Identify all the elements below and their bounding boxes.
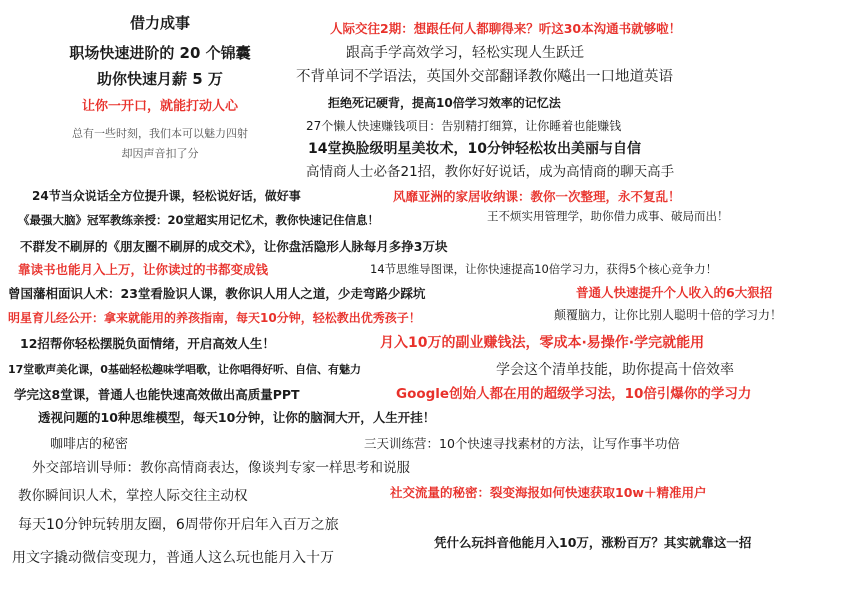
- course-title: 曾国藩相面识人术：23堂看脸识人课，教你识人用人之道，少走弯路少踩坑: [8, 286, 426, 301]
- course-title: 每天10分钟玩转朋友圈，6周带你开启年入百万之旅: [18, 517, 339, 533]
- course-title: 17堂歌声美化课，0基础轻松趣味学唱歌，让你唱得好听、自信、有魅力: [8, 363, 361, 376]
- caption-line: 却因声音扣了分: [121, 147, 199, 160]
- course-title: 三天训练营：10个快速寻找素材的方法，让写作事半功倍: [364, 436, 680, 451]
- course-title: 拒绝死记硬背，提高10倍学习效率的记忆法: [328, 96, 561, 110]
- course-title: 14堂换脸级明星美妆术，10分钟轻松妆出美丽与自信: [308, 141, 641, 157]
- course-title: 普通人快速提升个人收入的6大狠招: [576, 285, 773, 300]
- course-title: 教你瞬间识人术，掌控人际交往主动权: [18, 488, 248, 504]
- course-title: 社交流量的秘密：裂变海报如何快速获取10w＋精准用户: [390, 485, 707, 500]
- course-title: 14节思维导图课，让你快速提高10倍学习力，获得5个核心竞争力！: [370, 262, 718, 276]
- course-title: 让你一开口，就能打动人心: [81, 99, 238, 114]
- course-title: 王不烦实用管理学，助你借力成事、破局而出！: [487, 209, 729, 223]
- course-title: 透视问题的10种思维模型，每天10分钟，让你的脑洞大开，人生开挂！: [38, 410, 436, 425]
- course-title: 不群发不刷屏的《朋友圈不刷屏的成交术》，让你盘活隐形人脉每月多挣3万块: [20, 239, 448, 254]
- course-title: 用文字撬动微信变现力，普通人这么玩也能月入十万: [12, 550, 334, 566]
- course-title: 颠覆脑力，让你比别人聪明十倍的学习力！: [554, 308, 783, 322]
- course-title: 外交部培训导师：教你高情商表达，像谈判专家一样思考和说服: [32, 460, 410, 476]
- course-title: 跟高手学高效学习，轻松实现人生跃迁: [346, 45, 584, 61]
- headline-title: 借力成事: [129, 14, 190, 32]
- course-title: 高情商人士必备21招，教你好好说话，成为高情商的聊天高手: [306, 164, 675, 180]
- course-title: 不背单词不学语法，英国外交部翻译教你飚出一口地道英语: [296, 69, 673, 85]
- course-title: 12招帮你轻松摆脱负面情绪，开启高效人生！: [20, 336, 275, 351]
- course-title: 24节当众说话全方位提升课，轻松说好话，做好事: [32, 189, 301, 203]
- course-title: 咖啡店的秘密: [50, 437, 129, 452]
- course-title: 学完这8堂课，普通人也能快速高效做出高质量PPT: [14, 387, 300, 402]
- caption-line: 总有一些时刻，我们本可以魅力四射: [72, 127, 248, 140]
- course-title: 风靡亚洲的家居收纳课：教你一次整理，永不复乱！: [393, 189, 681, 204]
- course-title: Google创始人都在用的超级学习法，10倍引爆你的学习力: [396, 386, 752, 402]
- headline-tagline: 助你快速月薪 5 万: [97, 70, 223, 88]
- course-title: 《最强大脑》冠军教练亲授：20堂超实用记忆术，教你快速记住信息！: [18, 213, 379, 227]
- course-title: 凭什么玩抖音他能月入10万，涨粉百万？其实就靠这一招: [434, 535, 752, 550]
- course-title: 月入10万的副业赚钱法，零成本·易操作·学完就能用: [380, 335, 705, 351]
- course-title: 人际交往2期：想跟任何人都聊得来？听这30本沟通书就够啦！: [330, 21, 682, 36]
- headline-subtitle: 职场快速进阶的 20 个锦囊: [69, 44, 251, 62]
- course-title: 27个懒人快速赚钱项目：告别精打细算，让你睡着也能赚钱: [306, 119, 622, 133]
- course-title: 靠读书也能月入上万，让你读过的书都变成钱: [18, 262, 269, 277]
- course-title: 学会这个清单技能，助你提高十倍效率: [496, 362, 734, 378]
- course-title: 明星育儿经公开：拿来就能用的养孩指南，每天10分钟，轻松教出优秀孩子！: [8, 311, 421, 325]
